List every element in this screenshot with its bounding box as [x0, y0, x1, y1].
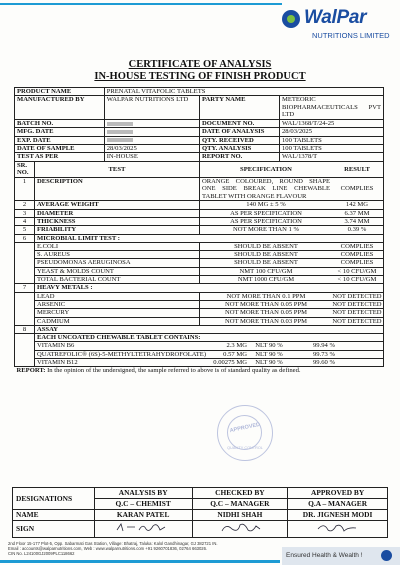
result-value: NOT DETECTED [332, 317, 382, 325]
approval-stamp [217, 405, 273, 461]
checker-role: Q.C – MANAGER [192, 499, 288, 510]
document-value: WAL/1368/T/24-25 [279, 120, 383, 128]
spec-value: SHOULD BE ABSENT [234, 259, 298, 267]
col-spec-result-header [199, 161, 383, 177]
test-as-label: TEST AS PER [15, 153, 105, 161]
assay-cell [34, 350, 383, 358]
report-note-row [15, 367, 384, 375]
col-test-header: TEST [34, 161, 199, 177]
qty-analysis-label: QTY. ANALYSIS [199, 144, 279, 152]
spec-value: NOT MORE THAN 0.03 PPM [224, 317, 307, 325]
spec-value: NOT MORE THAN 0.05 PPM [224, 300, 307, 308]
sub-test-name: YEAST & MOLDS COUNT [34, 267, 199, 275]
column-header-row [15, 161, 384, 177]
spec-value: ORANGE COLOURED, ROUND SHAPE ONE SIDE BREAK LINE CHEWABLE TABLET WITH ORANGE FLAVOUR [201, 177, 330, 200]
table-row [15, 209, 384, 217]
qty-received-value: 100 TABLETS [279, 136, 383, 144]
certificate-title: CERTIFICATE OF ANALYSIS [128, 59, 272, 70]
assay-row [15, 358, 384, 366]
manufacturer-value: WALPAR NUTRITIONS LTD [104, 96, 199, 120]
assay-amount: 0.57 MG [223, 350, 247, 358]
analyst-signature [94, 521, 192, 538]
test-name: THICKNESS [34, 217, 199, 225]
sub-test-name: CADMIUM [34, 317, 199, 325]
name-label: NAME [13, 510, 95, 521]
document-label: DOCUMENT NO. [199, 120, 279, 128]
table-row [15, 292, 384, 300]
mfg-row [15, 128, 384, 136]
footer-line-1: 2nd Floor 15-177 Plot-5, Opp. Sabarmati Gas Station, Village: Bhatraj, Taluka: Kalol Gandhinagar, GJ 382721 IN. [8, 541, 218, 546]
row-number: 5 [15, 226, 35, 234]
analysis-table [14, 87, 384, 375]
spec-result-cell [199, 259, 383, 267]
row-number-blank [15, 292, 35, 325]
assay-limit: NLT 90 % [255, 342, 283, 350]
report-label: REPORT NO. [199, 153, 279, 161]
spec-result-cell [199, 226, 383, 234]
spec-result-cell [199, 201, 383, 209]
approver-name: DR. JIGNESH MODI [288, 510, 388, 521]
table-row [15, 259, 384, 267]
table-row [15, 226, 384, 234]
result-value: NOT DETECTED [332, 292, 382, 300]
checker-signature [192, 521, 288, 538]
sub-test-name: MERCURY [34, 309, 199, 317]
assay-result: 99.94 % [312, 342, 335, 350]
table-row [15, 284, 384, 292]
row-number: 2 [15, 201, 35, 209]
approver-role: Q.A – MANAGER [288, 499, 388, 510]
col-result-header: RESULT [344, 165, 370, 173]
assay-result: 99.60 % [312, 358, 335, 366]
sub-test-name: S. AUREUS [34, 251, 199, 259]
spec-value: 140 MG ± 5 % [246, 201, 286, 209]
spec-result-cell [199, 317, 383, 325]
assay-amount: 2.3 MG [226, 342, 247, 350]
row-number: 1 [15, 177, 35, 201]
qty-received-label: QTY. RECEIVED [199, 136, 279, 144]
logo-globe-icon [282, 10, 300, 28]
spec-value: NOT MORE THAN 0.05 PPM [224, 309, 307, 317]
assay-limit: NLT 90 % [255, 358, 283, 366]
sub-test-name: E.COLI [34, 242, 199, 250]
brand-badge-icon [381, 550, 392, 561]
table-row [15, 234, 384, 242]
spec-value: SHOULD BE ABSENT [234, 251, 298, 259]
logo-name: WalPar [304, 7, 367, 28]
report-note-text: In the opinion of the undersigned, the sample referred to above is of standard quality as defined. [47, 367, 301, 375]
party-label: PARTY NAME [199, 96, 279, 120]
footer-line-3: CIN No. L24100GJ2009PLC118662 [8, 551, 75, 556]
spec-result-cell [199, 242, 383, 250]
result-value: 6.37 MM [344, 209, 370, 217]
analysis-date-value: 28/03/2025 [279, 128, 383, 136]
row-number-blank [15, 334, 35, 367]
header-rule [0, 3, 282, 5]
table-row [15, 300, 384, 308]
row-number: 3 [15, 209, 35, 217]
footer-line-2: Email : accounts@walparnutritions.com, Web : www.walparnutritions.com +91 9260701836, 02764 663026. [8, 546, 208, 551]
assay-cell [34, 342, 383, 350]
row-number-blank [15, 242, 35, 283]
logo-subtitle: NUTRITIONS LIMITED [312, 31, 390, 40]
report-note-label: REPORT: [16, 367, 46, 375]
assay-row [15, 350, 384, 358]
row-number: 8 [15, 325, 35, 333]
checked-by-label: CHECKED BY [192, 488, 288, 499]
spec-value: AS PER SPECIFICATION [230, 217, 302, 225]
batch-value [104, 120, 199, 128]
test-as-value: IN-HOUSE [104, 153, 199, 161]
spec-value: NOT MORE THAN 0.1 PPM [226, 292, 306, 300]
test-as-row [15, 153, 384, 161]
spec-result-cell [199, 251, 383, 259]
sample-date-row [15, 144, 384, 152]
assay-limit: NLT 90 % [255, 350, 283, 358]
row-number: 4 [15, 217, 35, 225]
result-value: NOT DETECTED [332, 300, 382, 308]
spec-value: NOT MORE THAN 1 % [232, 226, 300, 234]
product-value: PRENATAL VITAFOLIC TABLETS [104, 88, 383, 96]
col-sr-header: SR. NO. [15, 161, 35, 177]
test-name: DIAMETER [34, 209, 199, 217]
certificate-subtitle: IN-HOUSE TESTING OF FINISH PRODUCT [94, 71, 306, 82]
table-row [15, 334, 384, 342]
sample-date-label: DATE OF SAMPLE [15, 144, 105, 152]
manufacturer-row [15, 96, 384, 120]
analysis-by-label: ANALYSIS BY [94, 488, 192, 499]
spec-result-cell [199, 217, 383, 225]
assay-name: VITAMIN B12 [36, 358, 78, 366]
mfg-value [104, 128, 199, 136]
analyst-role: Q.C – CHEMIST [94, 499, 192, 510]
signature-header-row [13, 488, 388, 499]
sub-test-name: ARSENIC [34, 300, 199, 308]
sub-test-name: PSEUDOMONAS AERUGINOSA [34, 259, 199, 267]
table-row [15, 217, 384, 225]
sample-date-value: 28/03/2025 [104, 144, 199, 152]
table-row [15, 242, 384, 250]
result-value: < 10 CFU/GM [337, 276, 377, 284]
product-label: PRODUCT NAME [15, 88, 105, 96]
test-name: DESCRIPTION [34, 177, 199, 201]
result-value: < 10 CFU/GM [337, 267, 377, 275]
result-value: 0.39 % [347, 226, 367, 234]
assay-name: QUATREFOLIC® (6S)-5-METHYLTETRAHYDROFOLATE) [36, 350, 207, 358]
table-row [15, 201, 384, 209]
spec-result-cell [199, 300, 383, 308]
exp-row [15, 136, 384, 144]
spec-value: NMT 1000 CFU/GM [237, 276, 295, 284]
spec-value: NMT 100 CFU/GM [239, 267, 293, 275]
footer-address [8, 541, 278, 556]
assay-amount: 0.00275 MG [213, 358, 247, 366]
assay-heading: EACH UNCOATED CHEWABLE TABLET CONTAINS: [34, 334, 383, 342]
result-value: NOT DETECTED [332, 309, 382, 317]
assay-name: VITAMIN B6 [36, 342, 75, 350]
spec-result-cell [199, 292, 383, 300]
table-row [15, 276, 384, 284]
sign-label: SIGN [13, 521, 95, 538]
designations-label: DESIGNATIONS [13, 488, 95, 510]
exp-label: EXP. DATE [15, 136, 105, 144]
analyst-name: KARAN PATEL [94, 510, 192, 521]
tagline-text: Ensured Health & Wealth ! [286, 552, 363, 559]
result-value: 142 MG [345, 201, 369, 209]
section-heading: MICROBIAL LIMIT TEST : [34, 234, 383, 242]
qty-analysis-value: 100 TABLETS [279, 144, 383, 152]
spec-result-cell [199, 209, 383, 217]
exp-value [104, 136, 199, 144]
result-value: COMPLIES [340, 259, 374, 267]
signature-name-row [13, 510, 388, 521]
mfg-label: MFG. DATE [15, 128, 105, 136]
spec-value: SHOULD BE ABSENT [234, 242, 298, 250]
test-name: AVERAGE WEIGHT [34, 201, 199, 209]
product-row [15, 88, 384, 96]
analysis-date-label: DATE OF ANALYSIS [199, 128, 279, 136]
party-value: METEORIC BIOPHARMACEUTICALS PVT LTD [279, 96, 383, 120]
stamp-text: APPROVED [229, 421, 261, 435]
row-number: 6 [15, 234, 35, 242]
result-value: 3.74 MM [344, 217, 370, 225]
spec-result-cell [199, 177, 383, 201]
assay-cell [34, 358, 383, 366]
checker-name: NIDHI SHAH [192, 510, 288, 521]
section-heading: HEAVY METALS : [34, 284, 383, 292]
approved-by-label: APPROVED BY [288, 488, 388, 499]
table-row [15, 177, 384, 201]
table-row [15, 317, 384, 325]
company-logo [282, 6, 392, 50]
batch-label: BATCH NO. [15, 120, 105, 128]
table-row [15, 325, 384, 333]
result-value: COMPLIES [340, 251, 374, 259]
footer-bar [0, 560, 280, 563]
signature-table [12, 487, 388, 538]
assay-row [15, 342, 384, 350]
spec-value: AS PER SPECIFICATION [230, 209, 302, 217]
footer-tagline [282, 547, 400, 565]
signature-sign-row [13, 521, 388, 538]
spec-result-cell [199, 309, 383, 317]
table-row [15, 251, 384, 259]
sub-test-name: LEAD [34, 292, 199, 300]
result-value: COMPLIES [340, 242, 374, 250]
row-number: 7 [15, 284, 35, 292]
manufacturer-label: MANUFACTURED BY [15, 96, 105, 120]
batch-row [15, 120, 384, 128]
assay-result: 99.73 % [312, 350, 335, 358]
section-heading: ASSAY [34, 325, 383, 333]
report-note-cell [15, 367, 384, 375]
table-row [15, 267, 384, 275]
result-value: COMPLIES [340, 184, 374, 192]
spec-result-cell [199, 276, 383, 284]
col-spec-header: SPECIFICATION [240, 165, 292, 173]
spec-result-cell [199, 267, 383, 275]
stamp-subtext: QUALITY CONTROL [227, 446, 263, 450]
sub-test-name: TOTAL BACTERIAL COUNT [34, 276, 199, 284]
test-name: FRIABILITY [34, 226, 199, 234]
report-value: WAL/1378/T [279, 153, 383, 161]
approver-signature [288, 521, 388, 538]
table-row [15, 309, 384, 317]
